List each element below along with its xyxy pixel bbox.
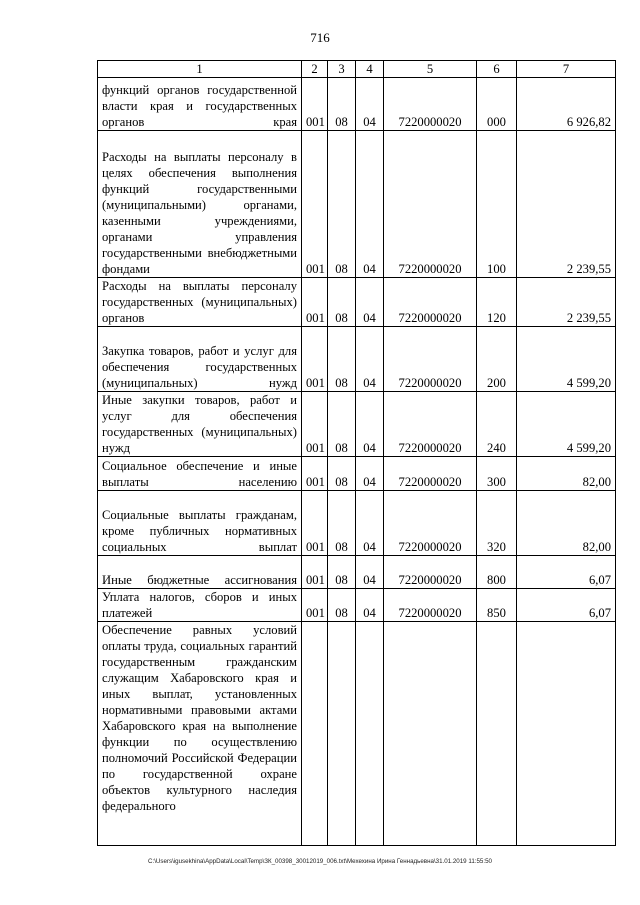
row-subsection-code: 04	[356, 556, 384, 589]
row-ministry-code: 001	[302, 392, 328, 457]
row-amount	[517, 622, 616, 846]
row-expense-type-code: 100	[477, 131, 517, 278]
row-subsection-code: 04	[356, 278, 384, 327]
row-target-code: 7220000020	[384, 556, 477, 589]
row-subsection-code: 04	[356, 131, 384, 278]
table-row	[98, 491, 616, 556]
row-section-code: 08	[328, 78, 356, 131]
row-expense-type-code: 240	[477, 392, 517, 457]
row-section-code: 08	[328, 392, 356, 457]
row-ministry-code	[302, 622, 328, 846]
row-ministry-code: 001	[302, 589, 328, 622]
page-number: 716	[310, 30, 330, 45]
row-ministry-code: 001	[302, 131, 328, 278]
row-section-code: 08	[328, 556, 356, 589]
table-row	[98, 131, 616, 278]
row-amount: 4 599,20	[517, 392, 616, 457]
row-description: Закупка товаров, работ и услуг для обеспечения государственных (муниципальных) нужд	[98, 327, 302, 392]
table-row	[98, 589, 616, 622]
row-section-code: 08	[328, 457, 356, 491]
budget-table	[97, 60, 616, 846]
row-subsection-code: 04	[356, 78, 384, 131]
table-row	[98, 457, 616, 491]
row-section-code: 08	[328, 327, 356, 392]
row-description: Социальное обеспечение и иные выплаты населению	[98, 457, 302, 491]
row-ministry-code: 001	[302, 457, 328, 491]
row-expense-type-code: 800	[477, 556, 517, 589]
row-description: Иные закупки товаров, работ и услуг для обеспечения государственных (муниципальных) нужд	[98, 392, 302, 457]
row-amount: 82,00	[517, 491, 616, 556]
row-target-code: 7220000020	[384, 278, 477, 327]
header-cell: 6	[477, 61, 517, 78]
table-row	[98, 327, 616, 392]
row-amount: 82,00	[517, 457, 616, 491]
row-section-code	[328, 622, 356, 846]
table-row	[98, 556, 616, 589]
row-subsection-code: 04	[356, 589, 384, 622]
row-section-code: 08	[328, 278, 356, 327]
row-ministry-code: 001	[302, 327, 328, 392]
header-cell: 5	[384, 61, 477, 78]
row-ministry-code: 001	[302, 78, 328, 131]
header-cell: 2	[302, 61, 328, 78]
row-description: Уплата налогов, сборов и иных платежей	[98, 589, 302, 622]
table-row	[98, 622, 616, 846]
table-row	[98, 392, 616, 457]
row-subsection-code: 04	[356, 457, 384, 491]
row-expense-type-code: 300	[477, 457, 517, 491]
row-amount: 2 239,55	[517, 131, 616, 278]
row-expense-type-code: 320	[477, 491, 517, 556]
header-cell: 3	[328, 61, 356, 78]
row-expense-type-code: 200	[477, 327, 517, 392]
row-description: Иные бюджетные ассигнования	[98, 556, 302, 589]
row-target-code	[384, 622, 477, 846]
row-target-code: 7220000020	[384, 457, 477, 491]
row-target-code: 7220000020	[384, 131, 477, 278]
header-cell: 4	[356, 61, 384, 78]
row-subsection-code: 04	[356, 491, 384, 556]
row-target-code: 7220000020	[384, 78, 477, 131]
row-ministry-code: 001	[302, 278, 328, 327]
row-subsection-code	[356, 622, 384, 846]
row-target-code: 7220000020	[384, 589, 477, 622]
row-description: Обеспечение равных условий оплаты труда, социальных гарантий государственным гражданским служащим Хабаровского края и иных выплат, установленных нормативными правовыми актами Хабаровского края на выполнение функции по осуществлению полномочий Российской Федерации по государственной охране объектов культурного наследия федерального	[98, 622, 302, 846]
row-target-code: 7220000020	[384, 327, 477, 392]
row-amount: 6 926,82	[517, 78, 616, 131]
table-header-row	[98, 61, 616, 78]
row-amount: 6,07	[517, 589, 616, 622]
row-expense-type-code: 120	[477, 278, 517, 327]
row-section-code: 08	[328, 589, 356, 622]
row-section-code: 08	[328, 491, 356, 556]
row-target-code: 7220000020	[384, 491, 477, 556]
row-expense-type-code: 000	[477, 78, 517, 131]
row-description: функций органов государственной власти края и государственных органов края	[98, 78, 302, 131]
row-description: Расходы на выплаты персоналу в целях обеспечения выполнения функций государственными (муниципальными) органами, казенными учреждениями, органами управления государственными внебюджетными фондами	[98, 131, 302, 278]
header-cell: 7	[517, 61, 616, 78]
table-row	[98, 278, 616, 327]
file-path-footer: C:\Users\igusekhina\AppData\Local\Temp\ЗК_00398_30012019_006.txt\Мехехина Ирина Геннадьевна\31.01.2019 11:55:50	[148, 858, 492, 865]
row-target-code: 7220000020	[384, 392, 477, 457]
row-ministry-code: 001	[302, 491, 328, 556]
row-amount: 6,07	[517, 556, 616, 589]
row-subsection-code: 04	[356, 327, 384, 392]
row-section-code: 08	[328, 131, 356, 278]
table-row	[98, 78, 616, 131]
row-description: Социальные выплаты гражданам, кроме публичных нормативных социальных выплат	[98, 491, 302, 556]
row-description: Расходы на выплаты персоналу государственных (муниципальных) органов	[98, 278, 302, 327]
header-cell: 1	[98, 61, 302, 78]
row-amount: 2 239,55	[517, 278, 616, 327]
row-amount: 4 599,20	[517, 327, 616, 392]
row-subsection-code: 04	[356, 392, 384, 457]
row-ministry-code: 001	[302, 556, 328, 589]
row-expense-type-code	[477, 622, 517, 846]
row-expense-type-code: 850	[477, 589, 517, 622]
